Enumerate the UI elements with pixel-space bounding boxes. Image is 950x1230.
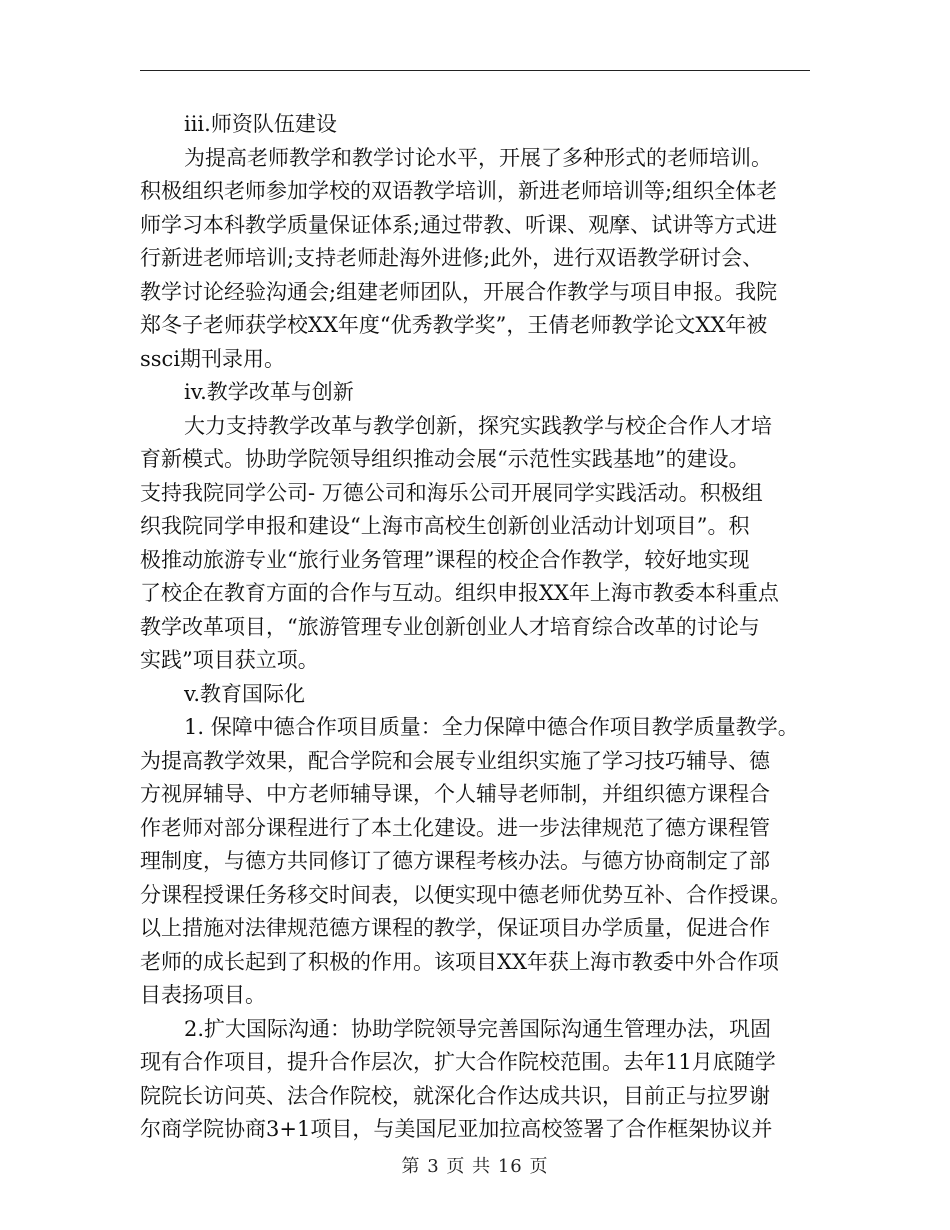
text-line: 院院长访问英、法合作院校，就深化合作达成共识，目前正与拉罗谢 [140,1083,770,1108]
text-line: 1. 保障中德合作项目质量：全力保障中德合作项目教学质量教学。 [184,715,799,739]
text-line: 实践”项目获立项。 [140,648,319,672]
text-line: 目表扬项目。 [140,983,266,1007]
text-line: 尔商学院协商3+1项目，与美国尼亚加拉高校签署了合作框架协议并 [140,1117,773,1141]
text-line: 作老师对部分课程进行了本土化建设。进一步法律规范了德方课程管 [140,815,770,840]
text-line: 育新模式。协助学院领导组织推动会展“示范性实践基地”的建设。 [140,447,750,471]
text-line: 教学改革项目，“旅游管理专业创新创业人才培育综合改革的讨论与 [140,614,760,639]
header-rule [140,70,810,71]
text-line: 分课程授课任务移交时间表，以便实现中德老师优势互补、合作授课。 [140,882,791,907]
text-line: 为提高老师教学和教学讨论水平，开展了多种形式的老师培训。 [184,145,772,170]
text-line: 师学习本科教学质量保证体系;通过带教、听课、观摩、试讲等方式进 [140,212,778,237]
text-line: iv.教学改革与创新 [184,380,354,404]
text-line: 行新进老师培训;支持老师赴海外进修;此外，进行双语教学研讨会、 [140,246,764,270]
text-line: v.教育国际化 [184,681,306,706]
text-line: ssci期刊录用。 [140,346,286,371]
text-line: 了校企在教育方面的合作与互动。组织申报XX年上海市教委本科重点 [140,581,779,605]
text-line: 大力支持教学改革与教学创新，探究实践教学与校企合作人才培 [184,413,772,438]
text-line: 2.扩大国际沟通：协助学院领导完善国际沟通生管理办法，巩固 [184,1016,772,1041]
text-line: 老师的成长起到了积极的作用。该项目XX年获上海市教委中外合作项 [140,949,779,974]
text-line: 理制度，与德方共同修订了德方课程考核办法。与德方协商制定了部 [140,849,770,873]
document-body [140,108,830,1147]
text-line: 方视屏辅导、中方老师辅导课，个人辅导老师制，并组织德方课程合 [140,782,770,806]
page-number: 第 3 页 共 16 页 [401,1156,549,1177]
text-line: 为提高教学效果，配合学院和会展专业组织实施了学习技巧辅导、德 [140,748,770,773]
text-line: 支持我院同学公司- 万德公司和海乐公司开展同学实践活动。积极组 [140,480,763,505]
text-line: 极推动旅游专业“旅行业务管理”课程的校企合作教学，较好地实现 [140,547,750,572]
text-line: 现有合作项目，提升合作层次，扩大合作院校范围。去年11月底随学 [140,1050,776,1074]
text-line: 郑冬子老师获学校XX年度“优秀教学奖”，王倩老师教学论文XX年被 [140,313,768,337]
text-line: 织我院同学申报和建设“上海市高校生创新创业活动计划项目”。积 [140,514,750,538]
text-line: 以上措施对法律规范德方课程的教学，保证项目办学质量，促进合作 [140,916,770,940]
text-line: 教学讨论经验沟通会;组建老师团队，开展合作教学与项目申报。我院 [140,279,778,304]
text-line: iii.师资队伍建设 [184,112,337,136]
text-line: 积极组织老师参加学校的双语教学培训，新进老师培训等;组织全体老 [140,179,778,203]
